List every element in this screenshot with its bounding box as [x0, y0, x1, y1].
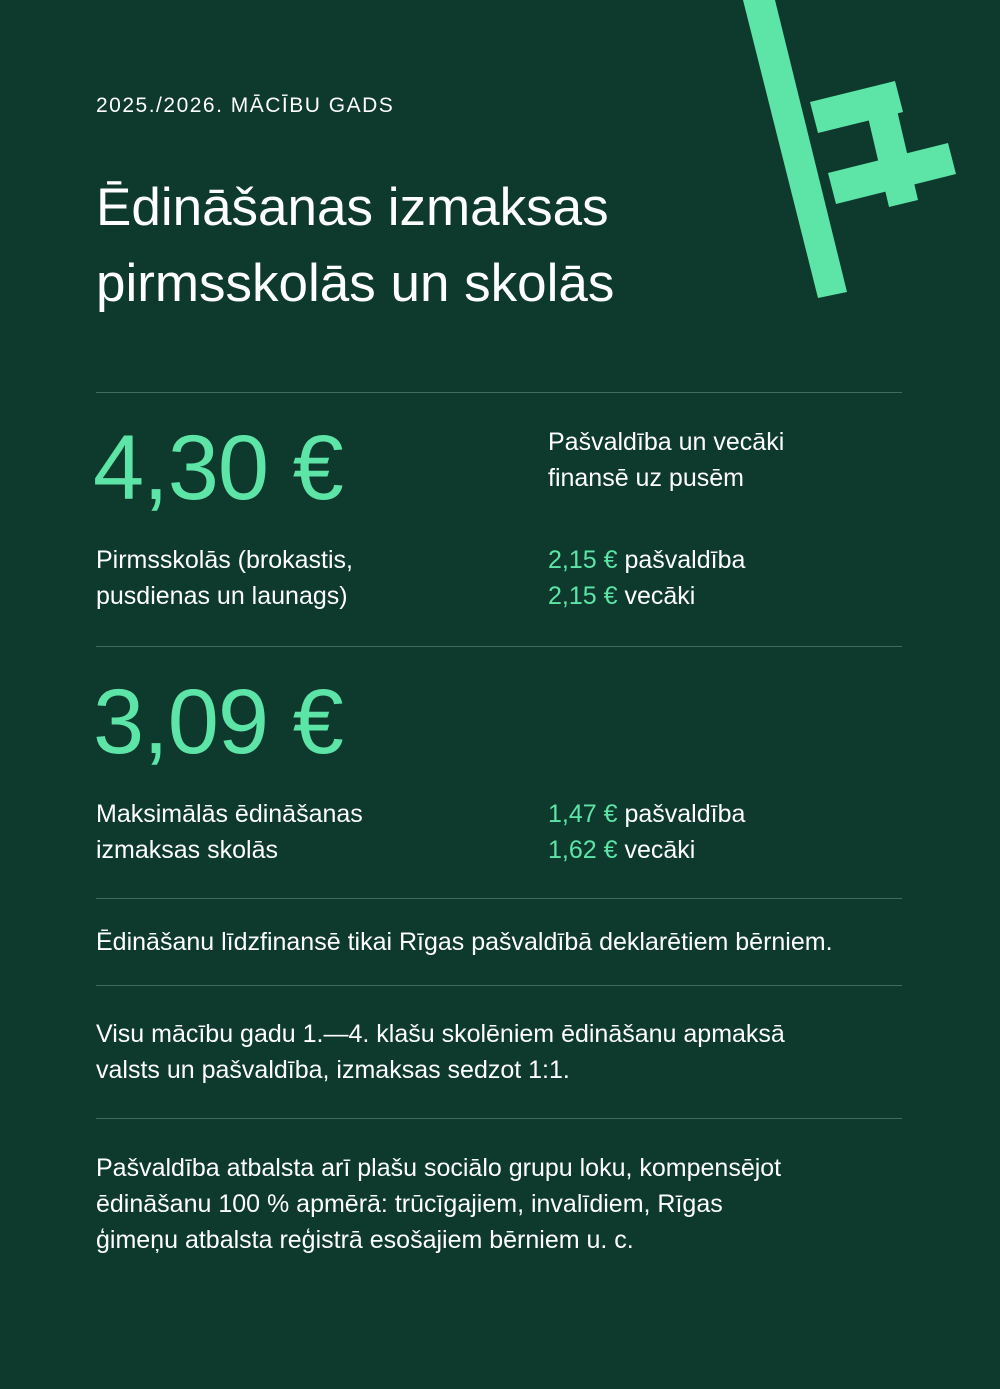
school-desc-line-2: izmaksas skolās: [96, 836, 278, 864]
school-description: [96, 796, 496, 868]
social-note-line-1: Pašvaldība atbalsta arī plašu sociālo grupu loku, kompensējot: [96, 1154, 782, 1182]
divider: [96, 1118, 902, 1119]
page-title: [96, 170, 816, 322]
split-label: pašvaldība: [617, 546, 746, 574]
preschool-desc-line-1: Pirmsskolās (brokastis,: [96, 546, 353, 574]
funding-note-line-1: Pašvaldība un vecāki: [548, 428, 785, 456]
preschool-funding-note: [548, 424, 908, 496]
split-row-parents: [548, 578, 908, 614]
split-row-parents: [548, 832, 908, 868]
divider: [96, 985, 902, 986]
social-groups-note: [96, 1150, 916, 1258]
split-amount: 1,47 €: [548, 800, 618, 828]
split-amount: 2,15 €: [548, 582, 618, 610]
divider: [96, 646, 902, 647]
title-line-1: Ēdināšanas izmaksas: [96, 178, 609, 237]
social-note-line-2: ēdināšanu 100 % apmērā: trūcīgajiem, invalīdiem, Rīgas: [96, 1190, 723, 1218]
split-amount: 1,62 €: [548, 836, 618, 864]
declared-children-note: Ēdināšanu līdzfinansē tikai Rīgas pašvaldībā deklarētiem bērniem.: [96, 928, 833, 956]
preschool-split: [548, 542, 908, 614]
title-line-2: pirmsskolās un skolās: [96, 254, 615, 313]
split-amount: 2,15 €: [548, 546, 618, 574]
school-year-label: 2025./2026. MĀCĪBU GADS: [96, 94, 395, 117]
preschool-description: [96, 542, 496, 614]
school-price: 3,09 €: [93, 671, 343, 773]
preschool-price: 4,30 €: [93, 417, 343, 519]
school-desc-line-1: Maksimālās ēdināšanas: [96, 800, 363, 828]
school-split: [548, 796, 908, 868]
divider: [96, 392, 902, 393]
grades-note: [96, 1016, 916, 1088]
split-label: vecāki: [617, 836, 696, 864]
split-row-municipality: [548, 796, 908, 832]
split-row-municipality: [548, 542, 908, 578]
preschool-desc-line-2: pusdienas un launags): [96, 582, 348, 610]
grades-note-line-1: Visu mācību gadu 1.—4. klašu skolēniem ēdināšanu apmaksā: [96, 1020, 785, 1048]
split-label: vecāki: [617, 582, 696, 610]
divider: [96, 898, 902, 899]
grades-note-line-2: valsts un pašvaldība, izmaksas sedzot 1:1.: [96, 1056, 570, 1084]
social-note-line-3: ģimeņu atbalsta reģistrā esošajiem bērniem u. c.: [96, 1226, 634, 1254]
split-label: pašvaldība: [617, 800, 746, 828]
funding-note-line-2: finansē uz pusēm: [548, 464, 744, 492]
